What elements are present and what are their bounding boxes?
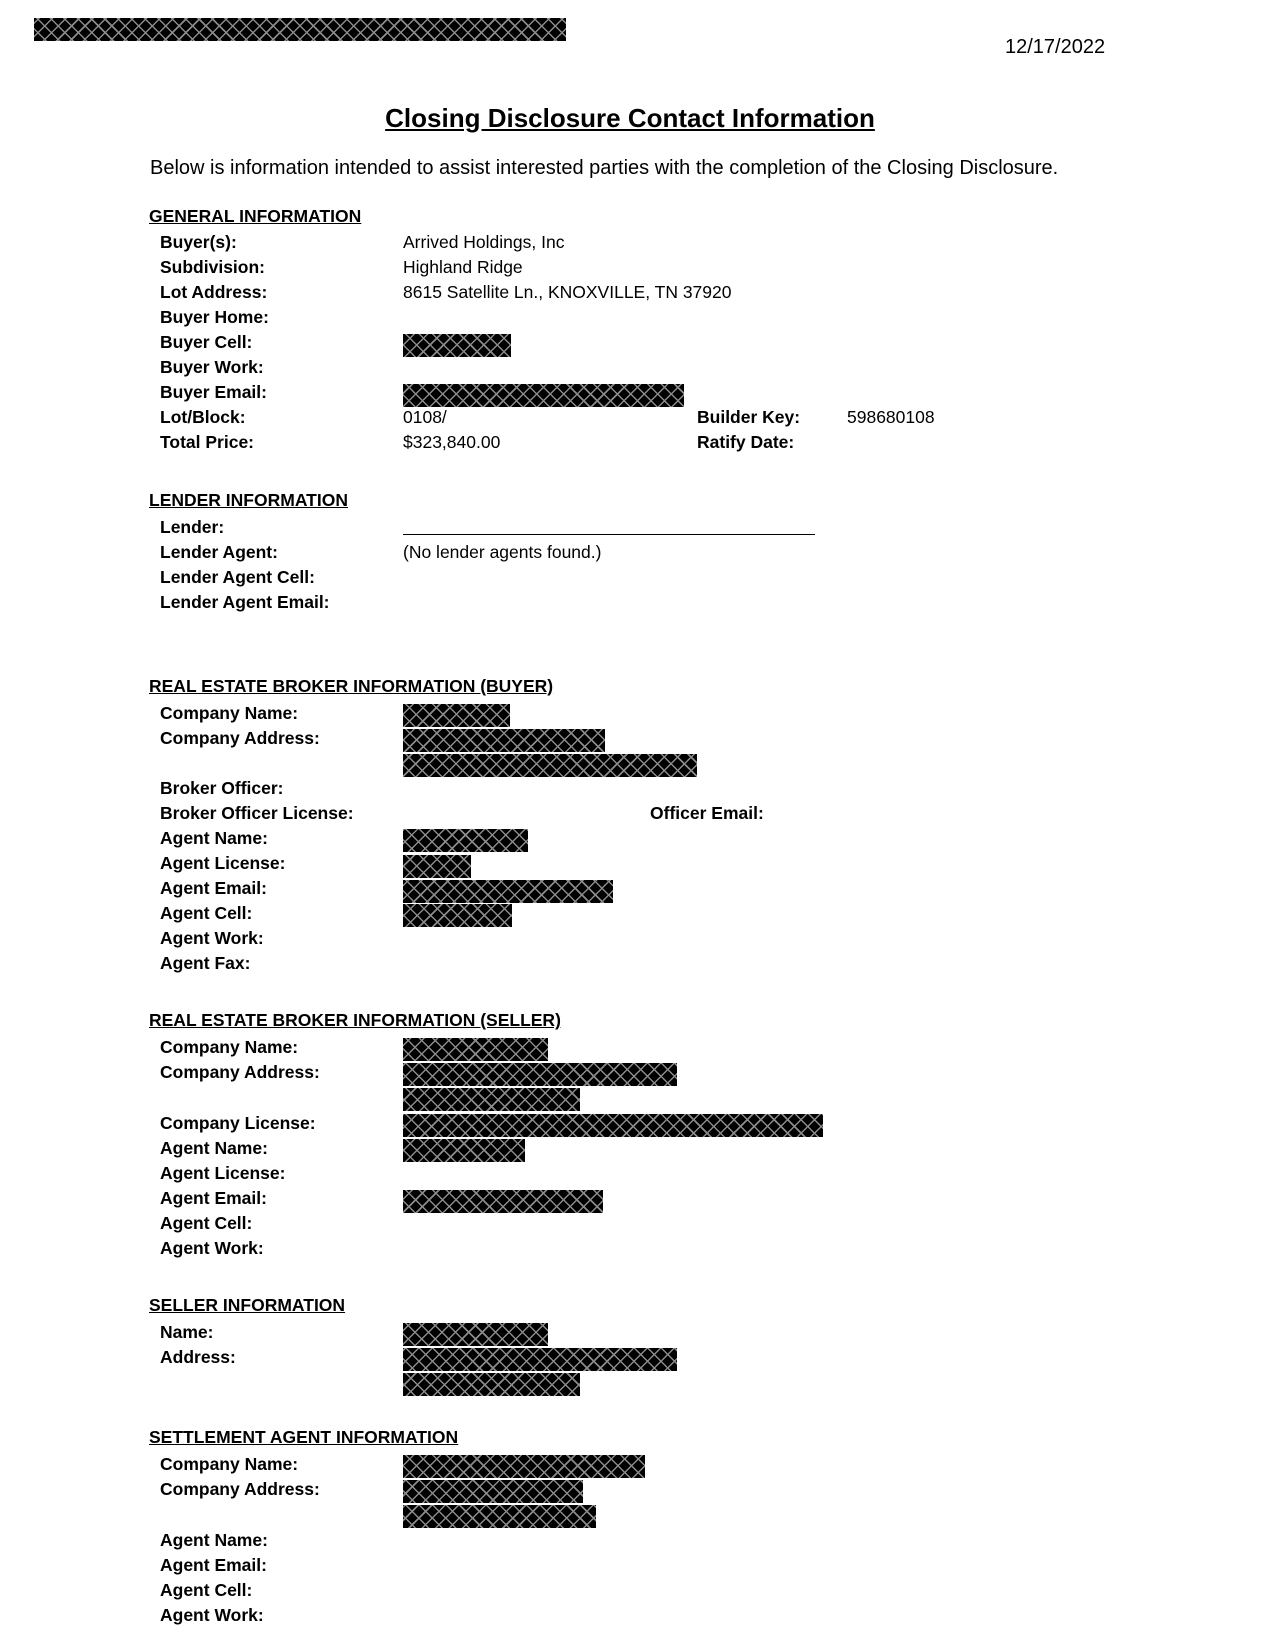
lot-address-label: Lot Address:: [160, 282, 268, 302]
seller-broker-company-address-label: Company Address:: [160, 1062, 320, 1082]
subdivision-value: Highland Ridge: [403, 257, 523, 277]
section-heading-settlement: SETTLEMENT AGENT INFORMATION: [149, 1427, 459, 1447]
redacted-buyer-broker-company-name: [403, 704, 510, 727]
buyer-broker-company-address-label: Company Address:: [160, 728, 320, 748]
lot-block-value: 0108/: [403, 407, 447, 427]
seller-broker-agent-name-label: Agent Name:: [160, 1138, 268, 1158]
seller-broker-agent-work-label: Agent Work:: [160, 1238, 264, 1258]
document-date: 12/17/2022: [1005, 36, 1106, 58]
redacted-buyer-broker-agent-cell: [403, 904, 512, 927]
redacted-seller-address-1: [403, 1348, 677, 1371]
buyer-broker-company-name-label: Company Name:: [160, 703, 299, 723]
lender-blank-line: [403, 534, 815, 535]
lender-agent-cell-label: Lender Agent Cell:: [160, 567, 315, 587]
buyer-broker-agent-fax-label: Agent Fax:: [160, 953, 251, 973]
redacted-seller-broker-address-2: [403, 1088, 580, 1111]
redacted-settlement-address-1: [403, 1480, 583, 1503]
buyer-cell-label: Buyer Cell:: [160, 332, 253, 352]
buyer-broker-agent-name-label: Agent Name:: [160, 828, 268, 848]
buyer-home-label: Buyer Home:: [160, 307, 269, 327]
redacted-buyer-cell: [403, 334, 511, 357]
redacted-seller-broker-agent-name: [403, 1139, 525, 1162]
settlement-agent-name-label: Agent Name:: [160, 1530, 268, 1550]
buyer-broker-agent-cell-label: Agent Cell:: [160, 903, 253, 923]
redacted-settlement-company-name: [403, 1455, 645, 1478]
seller-broker-agent-license-label: Agent License:: [160, 1163, 286, 1183]
buyer-broker-agent-license-label: Agent License:: [160, 853, 286, 873]
buyers-label: Buyer(s):: [160, 232, 237, 252]
seller-address-label: Address:: [160, 1347, 236, 1367]
redacted-settlement-address-2: [403, 1505, 596, 1528]
builder-key-value: 598680108: [847, 407, 935, 427]
lot-address-value: 8615 Satellite Ln., KNOXVILLE, TN 37920: [403, 282, 732, 302]
buyer-broker-agent-work-label: Agent Work:: [160, 928, 264, 948]
section-heading-seller: SELLER INFORMATION: [149, 1295, 346, 1315]
settlement-agent-cell-label: Agent Cell:: [160, 1580, 253, 1600]
total-price-value: $323,840.00: [403, 432, 501, 452]
redacted-seller-broker-address-1: [403, 1063, 677, 1086]
redacted-buyer-broker-address-1: [403, 729, 605, 752]
redacted-seller-address-2: [403, 1373, 580, 1396]
broker-officer-label: Broker Officer:: [160, 778, 284, 798]
broker-officer-license-label: Broker Officer License:: [160, 803, 354, 823]
buyer-email-label: Buyer Email:: [160, 382, 267, 402]
officer-email-label: Officer Email:: [650, 803, 764, 823]
redacted-seller-broker-company-name: [403, 1038, 548, 1061]
page-title: Closing Disclosure Contact Information: [385, 103, 875, 133]
lot-block-label: Lot/Block:: [160, 407, 246, 427]
seller-name-label: Name:: [160, 1322, 214, 1342]
seller-broker-agent-cell-label: Agent Cell:: [160, 1213, 253, 1233]
buyer-work-label: Buyer Work:: [160, 357, 264, 377]
redacted-buyer-broker-address-2: [403, 754, 697, 777]
buyer-broker-agent-email-label: Agent Email:: [160, 878, 267, 898]
section-heading-buyer-broker: REAL ESTATE BROKER INFORMATION (BUYER): [149, 676, 554, 696]
settlement-agent-work-label: Agent Work:: [160, 1605, 264, 1625]
seller-broker-agent-email-label: Agent Email:: [160, 1188, 267, 1208]
lender-agent-email-label: Lender Agent Email:: [160, 592, 330, 612]
redacted-buyer-broker-agent-name: [403, 829, 528, 852]
section-heading-lender: LENDER INFORMATION: [149, 490, 348, 510]
builder-key-label: Builder Key:: [697, 407, 801, 427]
redacted-buyer-email: [403, 384, 684, 407]
settlement-company-name-label: Company Name:: [160, 1454, 299, 1474]
redacted-buyer-broker-agent-license: [403, 855, 471, 878]
ratify-date-label: Ratify Date:: [697, 432, 795, 452]
lender-label: Lender:: [160, 517, 225, 537]
settlement-agent-email-label: Agent Email:: [160, 1555, 267, 1575]
redacted-header: [34, 18, 566, 41]
section-heading-general: GENERAL INFORMATION: [149, 206, 362, 226]
redacted-buyer-broker-agent-email: [403, 880, 613, 903]
company-license-label: Company License:: [160, 1113, 316, 1133]
subdivision-label: Subdivision:: [160, 257, 265, 277]
total-price-label: Total Price:: [160, 432, 255, 452]
buyers-value: Arrived Holdings, Inc: [403, 232, 565, 252]
seller-broker-company-name-label: Company Name:: [160, 1037, 299, 1057]
redacted-company-license: [403, 1114, 823, 1137]
redacted-seller-broker-agent-email: [403, 1190, 603, 1213]
lender-agent-label: Lender Agent:: [160, 542, 278, 562]
section-heading-seller-broker: REAL ESTATE BROKER INFORMATION (SELLER): [149, 1010, 561, 1030]
lender-agent-value: (No lender agents found.): [403, 542, 602, 562]
intro-text: Below is information intended to assist interested parties with the completion of the Closing Disclosure.: [150, 157, 1059, 179]
redacted-seller-name: [403, 1323, 548, 1346]
settlement-company-address-label: Company Address:: [160, 1479, 320, 1499]
